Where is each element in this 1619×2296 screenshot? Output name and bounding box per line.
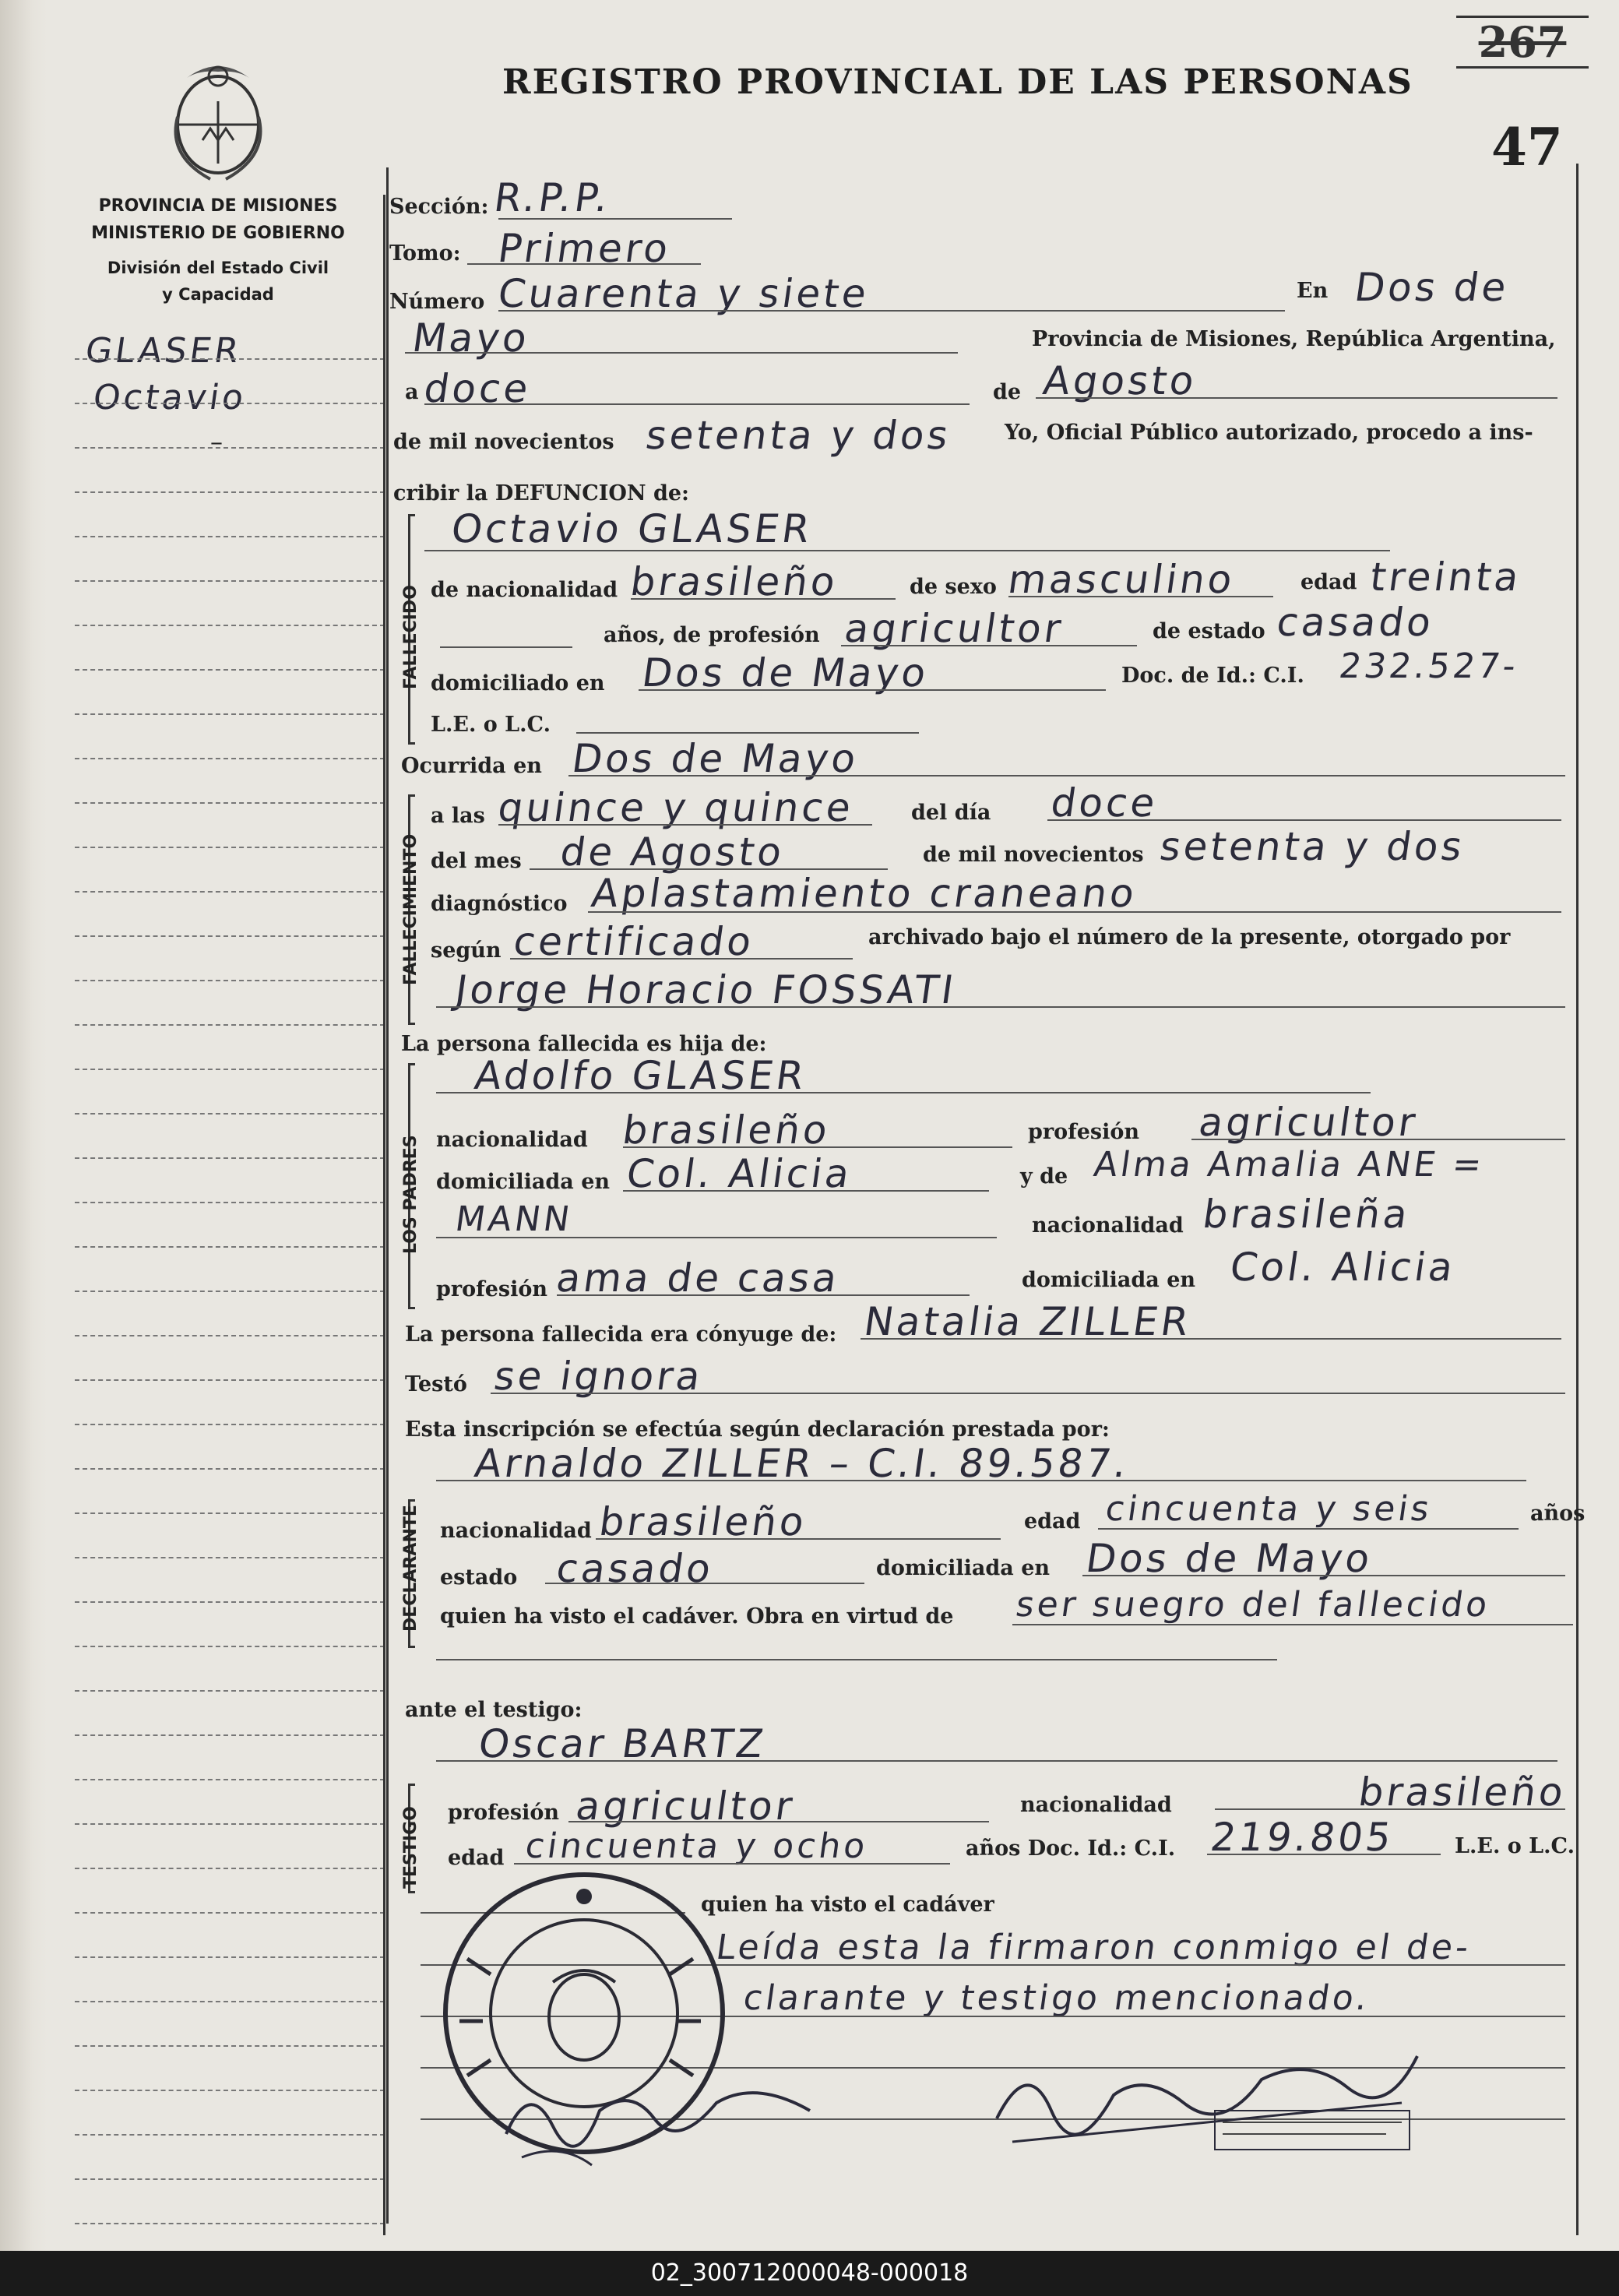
padres-section-label: LOS PADRES bbox=[401, 1135, 421, 1254]
margin-rule bbox=[75, 1379, 385, 1381]
margin-rule bbox=[75, 1912, 385, 1914]
estado-label: de estado bbox=[1153, 619, 1265, 643]
nacionalidad-line bbox=[631, 598, 896, 600]
declarante-estado-value: casado bbox=[553, 1546, 717, 1591]
margin-rule bbox=[75, 2090, 385, 2091]
profesion-line bbox=[841, 645, 1137, 646]
testo-line bbox=[491, 1393, 1565, 1394]
a-label: a bbox=[405, 380, 419, 404]
conyuge-label: La persona fallecida era cónyuge de: bbox=[405, 1322, 837, 1347]
margin-rule bbox=[75, 1291, 385, 1292]
diagnostico-label: diagnóstico bbox=[431, 892, 568, 916]
margin-rule bbox=[75, 1113, 385, 1115]
margin-given-name: Octavio bbox=[90, 378, 249, 417]
margin-rule bbox=[75, 536, 385, 537]
office-division: División del Estado Civil bbox=[107, 259, 329, 277]
margin-rule bbox=[75, 1202, 385, 1203]
declarante-section-label: DECLARANTE bbox=[401, 1505, 421, 1632]
margin-rule bbox=[75, 2178, 385, 2180]
margin-rule bbox=[75, 625, 385, 626]
padre-nac-label: nacionalidad bbox=[436, 1128, 588, 1152]
declarante-name: Arnaldo ZILLER – C.I. 89.587. bbox=[471, 1441, 1133, 1486]
declarante-edad-label: edad bbox=[1024, 1509, 1081, 1534]
testigo-nac-label: nacionalidad bbox=[1020, 1793, 1172, 1817]
margin-rule bbox=[75, 2001, 385, 2002]
testigo-intro: ante el testigo: bbox=[405, 1698, 582, 1722]
file-id-caption: 02_300712000048-000018 bbox=[650, 2259, 969, 2287]
declarante-edad-line bbox=[1098, 1528, 1519, 1530]
ocurrida-line bbox=[568, 775, 1565, 776]
margin-rule bbox=[75, 1157, 385, 1159]
le-lc-line bbox=[576, 732, 919, 734]
domicilio-line bbox=[639, 689, 1106, 691]
declarante-nac-label: nacionalidad bbox=[440, 1519, 592, 1543]
book-spine bbox=[0, 0, 47, 2251]
margin-rule bbox=[75, 1646, 385, 1647]
margin-rule bbox=[75, 1557, 385, 1558]
segun-label: según bbox=[431, 938, 502, 963]
testigo-nac-value: brasileño bbox=[1355, 1770, 1569, 1815]
padre-name-line bbox=[436, 1092, 1371, 1093]
declarante-obra-line bbox=[1012, 1624, 1573, 1625]
testigo-name: Oscar BARTZ bbox=[475, 1721, 769, 1766]
numero-line bbox=[498, 310, 1285, 312]
de-label: de bbox=[993, 380, 1022, 404]
nacionalidad-label: de nacionalidad bbox=[431, 578, 618, 602]
margin-rule bbox=[75, 580, 385, 582]
fallecimiento-section-label: FALLECIMIENTO bbox=[401, 833, 421, 985]
fallecido-section-label: FALLECIDO bbox=[401, 585, 421, 689]
margin-rule bbox=[75, 980, 385, 981]
declarante-dom-line bbox=[1082, 1575, 1565, 1576]
segun-value: certificado bbox=[510, 919, 758, 964]
margin-rule bbox=[75, 1024, 385, 1026]
margin-rule bbox=[75, 447, 385, 449]
mes-label: del mes bbox=[431, 849, 522, 873]
sexo-value: masculino bbox=[1005, 557, 1238, 602]
madre-name-b: MANN bbox=[452, 1199, 575, 1239]
seccion-label: Sección: bbox=[389, 195, 489, 219]
margin-rule bbox=[75, 358, 385, 360]
madre-name-line bbox=[436, 1237, 997, 1238]
ocurrida-value: Dos de Mayo bbox=[568, 736, 862, 781]
margin-rule bbox=[75, 847, 385, 848]
margin-rule bbox=[75, 1734, 385, 1736]
padre-dom-label: domiciliada en bbox=[436, 1170, 611, 1194]
officer-signature-icon bbox=[981, 2025, 1433, 2157]
madre-prof-line bbox=[557, 1294, 970, 1296]
declarante-extra-line bbox=[436, 1659, 1277, 1660]
year-label: de mil novecientos bbox=[393, 430, 614, 454]
anio-value: setenta y dos bbox=[1156, 824, 1468, 869]
hora-line bbox=[498, 824, 872, 826]
dia-value: doce bbox=[1047, 780, 1161, 826]
doc-label: Doc. de Id.: C.I. bbox=[1121, 664, 1304, 688]
seccion-line bbox=[498, 218, 732, 220]
testigo-edad-line bbox=[514, 1863, 950, 1865]
madre-prof-label: profesión bbox=[436, 1277, 548, 1301]
register-title: REGISTRO PROVINCIAL DE LAS PERSONAS bbox=[502, 62, 1413, 102]
declarant-signature-icon bbox=[498, 2056, 825, 2173]
edad-years-line bbox=[440, 646, 572, 648]
numero-label: Número bbox=[389, 290, 485, 314]
testigo-prof-label: profesión bbox=[448, 1801, 560, 1825]
diagnostico-line bbox=[588, 911, 1561, 913]
testigo-le-label: L.E. o L.C. bbox=[1455, 1834, 1575, 1858]
margin-rule bbox=[75, 758, 385, 759]
year-value: setenta y dos bbox=[642, 413, 954, 458]
cribir-text: cribir la DEFUNCION de: bbox=[393, 481, 689, 505]
margin-rule bbox=[75, 1868, 385, 1869]
padre-dom-line bbox=[623, 1190, 989, 1192]
testigo-prof-value: agricultor bbox=[572, 1784, 798, 1829]
hora-value: quince y quince bbox=[494, 785, 857, 830]
domicilio-value: Dos de Mayo bbox=[639, 650, 932, 695]
place-value-b: Mayo bbox=[409, 315, 533, 361]
testigo-edad-value: cincuenta y ocho bbox=[523, 1826, 871, 1866]
le-lc-label: L.E. o L.C. bbox=[431, 713, 551, 737]
nacionalidad-value: brasileño bbox=[627, 559, 841, 604]
testigo-doc-line bbox=[1207, 1854, 1441, 1855]
seccion-value: R.P.P. bbox=[491, 175, 614, 220]
madre-name-a: Alma Amalia ANE = bbox=[1091, 1145, 1487, 1185]
anos-profesion-label: años, de profesión bbox=[604, 623, 820, 647]
margin-rule bbox=[75, 1335, 385, 1336]
numero-value: Cuarenta y siete bbox=[494, 271, 872, 316]
margin-rule bbox=[75, 802, 385, 804]
sexo-line bbox=[1008, 596, 1273, 597]
margin-rule bbox=[75, 1246, 385, 1248]
declarante-edad-value: cincuenta y seis bbox=[1103, 1489, 1435, 1529]
segun-line bbox=[510, 958, 853, 960]
medico-line bbox=[436, 1006, 1565, 1008]
margin-rule bbox=[75, 1069, 385, 1070]
anio-label: de mil novecientos bbox=[923, 843, 1144, 867]
margin-rule bbox=[75, 2045, 385, 2047]
office-province: PROVINCIA DE MISIONES bbox=[98, 196, 338, 216]
declarante-dom-label: domiciliada en bbox=[876, 1556, 1051, 1580]
province-text: Provincia de Misiones, República Argentina, bbox=[1032, 327, 1556, 351]
archivado-text: archivado bajo el número de la presente, otorgado por bbox=[868, 925, 1511, 949]
diagnostico-value: Aplastamiento craneano bbox=[588, 871, 1141, 916]
edad-label: edad bbox=[1300, 570, 1357, 594]
margin-rule bbox=[75, 891, 385, 893]
madre-dom-label: domiciliada en bbox=[1022, 1268, 1196, 1292]
margin-rule bbox=[75, 713, 385, 715]
doc-value: 232.527- bbox=[1336, 646, 1522, 686]
padres-intro: La persona fallecida es hija de: bbox=[401, 1032, 767, 1056]
testigo-edad-label: edad bbox=[448, 1846, 505, 1870]
testo-value: se ignora bbox=[491, 1354, 706, 1399]
dia-label: del día bbox=[911, 801, 991, 825]
ocurrida-label: Ocurrida en bbox=[401, 754, 542, 778]
domicilio-label: domiciliado en bbox=[431, 671, 605, 695]
testigo-nac-line bbox=[1215, 1808, 1565, 1810]
padre-prof-line bbox=[1191, 1139, 1565, 1140]
padre-name: Adolfo GLASER bbox=[471, 1053, 810, 1098]
declarante-dom-value: Dos de Mayo bbox=[1082, 1536, 1376, 1581]
testo-label: Testó bbox=[405, 1372, 467, 1396]
conyuge-value: Natalia ZILLER bbox=[861, 1299, 1195, 1344]
column-divider bbox=[383, 195, 385, 2235]
hora-label: a las bbox=[431, 804, 485, 828]
declarante-intro: Esta inscripción se efectúa según declaración prestada por: bbox=[405, 1417, 1110, 1442]
declarante-anos-label: años bbox=[1530, 1502, 1586, 1526]
right-border bbox=[1576, 164, 1579, 2235]
tomo-value: Primero bbox=[494, 226, 674, 271]
month-line bbox=[1036, 397, 1557, 399]
dia-line bbox=[1047, 819, 1561, 821]
sexo-label: de sexo bbox=[910, 575, 997, 599]
madre-nac-label: nacionalidad bbox=[1032, 1213, 1184, 1238]
coat-of-arms-icon bbox=[164, 55, 273, 183]
tomo-line bbox=[467, 263, 701, 265]
act-number: 47 bbox=[1491, 117, 1563, 178]
madre-dom-value: Col. Alicia bbox=[1227, 1245, 1459, 1290]
day-line bbox=[424, 403, 970, 405]
margin-rule bbox=[75, 1956, 385, 1958]
testigo-doc-label: años Doc. Id.: C.I. bbox=[966, 1836, 1176, 1861]
margin-rule bbox=[75, 2223, 385, 2224]
y-de-label: y de bbox=[1020, 1164, 1068, 1188]
margin-dash: – bbox=[210, 427, 223, 456]
margin-column bbox=[75, 167, 389, 2224]
place-line bbox=[405, 352, 958, 354]
sheet-number: 267 bbox=[1456, 16, 1589, 69]
margin-rule bbox=[75, 935, 385, 937]
padre-nac-line bbox=[623, 1146, 1012, 1148]
day-value: doce bbox=[421, 366, 534, 411]
margin-rule bbox=[75, 1601, 385, 1603]
month-value: Agosto bbox=[1040, 358, 1200, 403]
office-capacity: y Capacidad bbox=[162, 285, 274, 304]
mes-line bbox=[530, 868, 888, 870]
closing-line-2: clarante y testigo mencionado. bbox=[741, 1978, 1373, 2018]
tomo-label: Tomo: bbox=[389, 241, 461, 266]
madre-prof-value: ama de casa bbox=[553, 1255, 843, 1301]
margin-rule bbox=[75, 1823, 385, 1825]
margin-rule bbox=[75, 1690, 385, 1692]
margin-rule bbox=[75, 403, 385, 404]
place-value-a: Dos de bbox=[1351, 265, 1512, 310]
declarante-estado-label: estado bbox=[440, 1565, 518, 1590]
declarante-nac-line bbox=[596, 1538, 1001, 1540]
margin-rule bbox=[75, 1424, 385, 1425]
testigo-quien-text: quien ha visto el cadáver bbox=[701, 1893, 994, 1917]
margin-rule bbox=[75, 1512, 385, 1514]
testigo-name-line bbox=[436, 1760, 1557, 1762]
padre-nac-value: brasileño bbox=[619, 1108, 833, 1153]
madre-nac-value: brasileña bbox=[1199, 1192, 1413, 1237]
margin-rule bbox=[75, 2134, 385, 2136]
testigo-doc-value: 219.805 bbox=[1207, 1815, 1397, 1860]
declarante-quien-text: quien ha visto el cadáver. Obra en virtud de bbox=[440, 1604, 954, 1629]
testigo-prof-line bbox=[568, 1821, 989, 1822]
declarante-name-line bbox=[436, 1480, 1526, 1481]
medico-value: Jorge Horacio FOSSATI bbox=[452, 967, 959, 1012]
margin-rule bbox=[75, 1779, 385, 1780]
profesion-value: agricultor bbox=[841, 606, 1067, 651]
margin-surname: GLASER bbox=[83, 331, 245, 371]
declarante-obra-value: ser suegro del fallecido bbox=[1013, 1585, 1493, 1625]
mes-value: de Agosto bbox=[557, 829, 788, 875]
estado-value: casado bbox=[1273, 600, 1438, 645]
en-label: En bbox=[1297, 279, 1329, 303]
margin-rule bbox=[75, 1468, 385, 1470]
margin-rule bbox=[75, 491, 385, 493]
padre-prof-value: agricultor bbox=[1195, 1100, 1421, 1145]
office-ministry: MINISTERIO DE GOBIERNO bbox=[91, 224, 345, 243]
declarante-nac-value: brasileño bbox=[596, 1499, 810, 1544]
declarante-estado-line bbox=[545, 1583, 864, 1584]
testigo-section-label: TESTIGO bbox=[401, 1806, 421, 1889]
padre-prof-label: profesión bbox=[1028, 1120, 1140, 1144]
margin-rule bbox=[75, 669, 385, 671]
yo-text: Yo, Oficial Público autorizado, procedo a ins- bbox=[1005, 421, 1533, 445]
edad-value: treinta bbox=[1367, 555, 1525, 600]
deceased-name: Octavio GLASER bbox=[448, 506, 816, 551]
deceased-name-line bbox=[424, 550, 1390, 551]
conyuge-line bbox=[861, 1338, 1561, 1340]
closing-line-1: Leída esta la firmaron conmigo el de- bbox=[713, 1928, 1474, 1967]
padre-dom-value: Col. Alicia bbox=[623, 1151, 856, 1196]
